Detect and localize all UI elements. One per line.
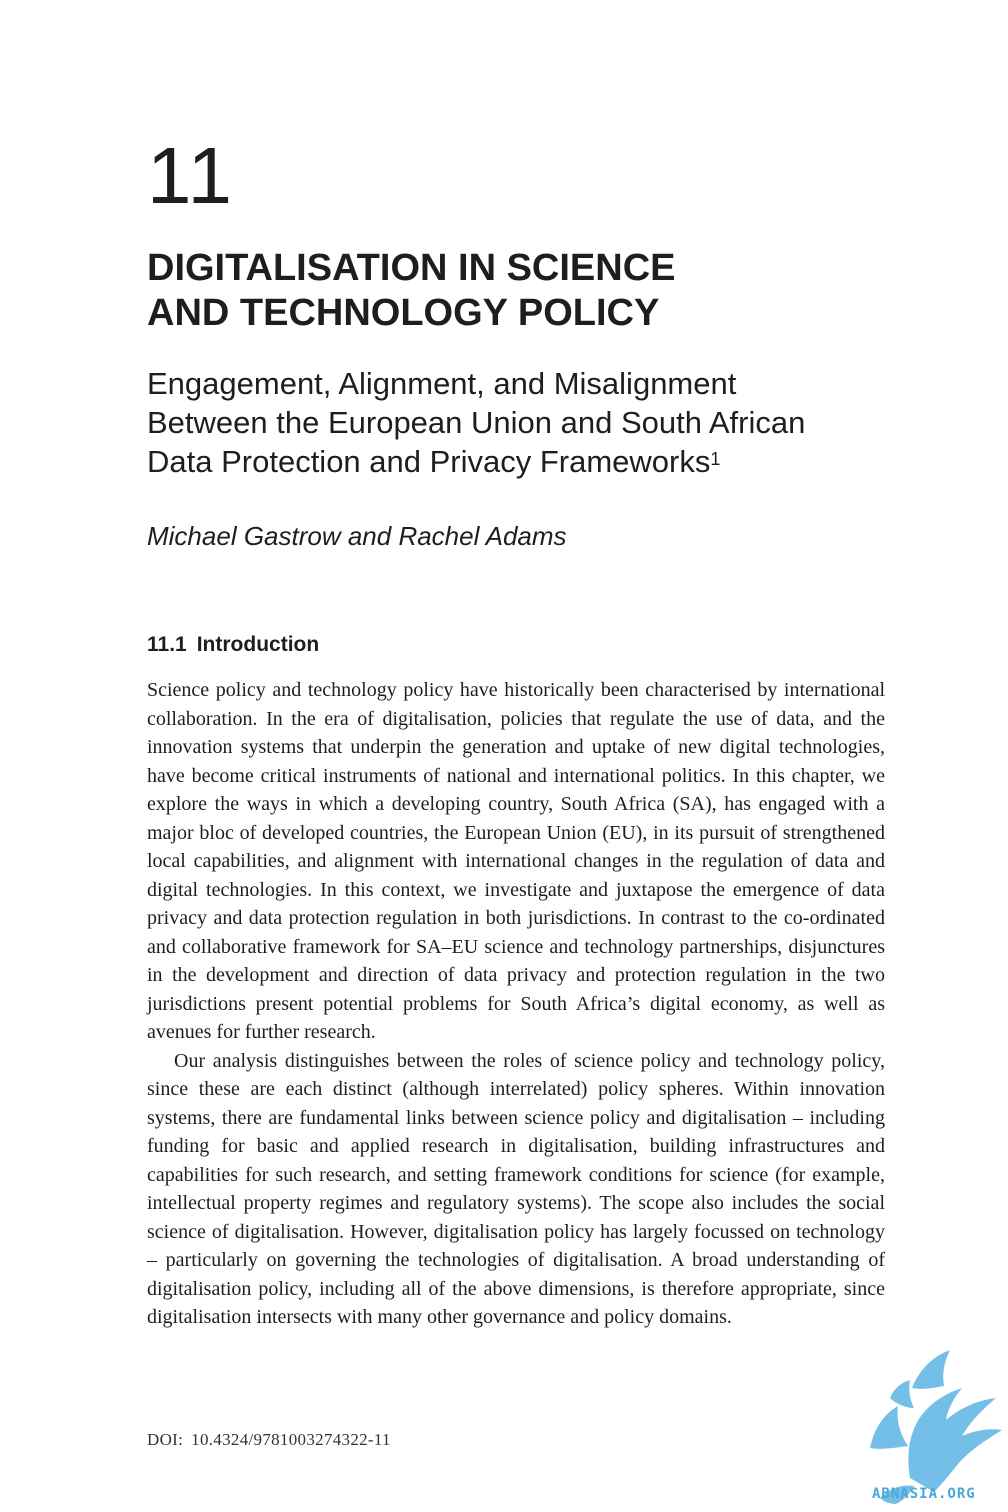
subtitle-line-3 (147, 442, 907, 481)
chapter-title (147, 246, 887, 336)
chapter-number: 11 (147, 131, 235, 220)
doi-value[interactable]: 10.4324/9781003274322-11 (191, 1430, 391, 1449)
paragraph-2: Our analysis distinguishes between the roles of science policy and technology policy, since these are each distinct (although interrelated) policy spheres. Within innovation systems, there are fundamental links between science policy and digitalisation – including funding for basic and applied research in digitalisation, building infrastructures and capabilities for such research, and setting framework conditions for science (for example, intellectual property regimes and regulatory systems). The scope also includes the social science of digitalisation. However, digitalisation policy has largely focussed on technology – particularly on governing the technologies of digitalisation. A broad understanding of digitalisation policy, including all of the above dimensions, is therefore appropriate, since digitalisation intersects with many other governance and policy domains. (147, 1049, 885, 1328)
chapter-authors: Michael Gastrow and Rachel Adams (147, 521, 567, 551)
griffin-watermark-icon (850, 1328, 1008, 1512)
body-text (147, 676, 885, 1332)
paragraph-1: Science policy and technology policy have historically been characterised by international collaboration. In the era of digitalisation, policies that regulate the use of data, and the innovation systems that underpin the generation and uptake of new digital technologies, have become critical instruments of national and international politics. In this chapter, we explore the ways in which a developing country, South Africa (SA), has engaged with a major bloc of developed countries, the European Union (EU), in its pursuit of strengthened local capabilities, and alignment with international changes in the regulation of data and digital technologies. In this context, we investigate and juxtapose the emergence of data privacy and data protection regulation in both jurisdictions. In contrast to the co-ordinated and collaborative framework for SA–EU science and technology partnerships, disjunctures in the development and direction of data privacy and protection regulation in the two jurisdictions present potential problems for South Africa’s digital economy, as well as avenues for further research. (147, 679, 885, 1043)
subtitle-line-1: Engagement, Alignment, and Misalignment (147, 366, 737, 401)
subtitle-line-3-text: Data Protection and Privacy Frameworks (147, 444, 711, 479)
section-title: Introduction (196, 633, 320, 656)
chapter-subtitle (147, 364, 907, 481)
doi-line (147, 1428, 391, 1452)
subtitle-line-2: Between the European Union and South African (147, 405, 806, 440)
watermark-text: ABNASIA.ORG (872, 1486, 976, 1502)
footnote-marker[interactable]: 1 (710, 449, 721, 469)
chapter-title-line-1: DIGITALISATION IN SCIENCE (147, 247, 676, 289)
section-number: 11.1 (147, 633, 187, 656)
chapter-title-line-2: AND TECHNOLOGY POLICY (147, 292, 660, 334)
section-heading (147, 630, 319, 660)
doi-label: DOI: (147, 1430, 184, 1449)
